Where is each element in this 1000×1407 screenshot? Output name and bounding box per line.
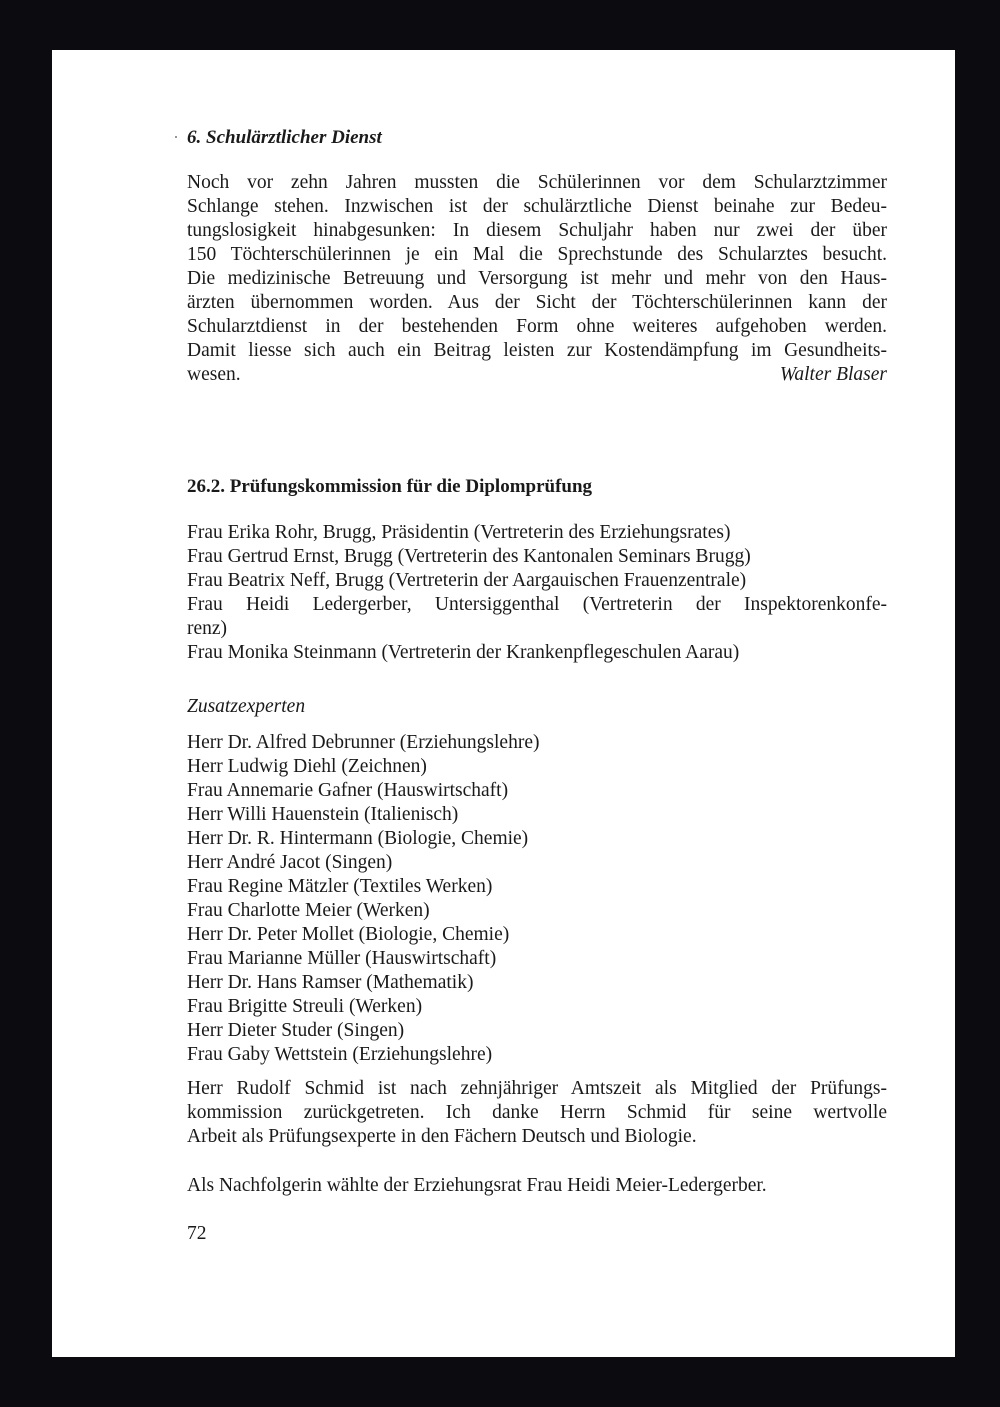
expert-item: Frau Gaby Wettstein (Erziehungslehre) bbox=[187, 1044, 493, 1065]
paragraph-line: Herr Rudolf Schmid ist nach zehnjähriger Amtszeit als Mitglied der Prüfungs- bbox=[187, 1078, 887, 1099]
paragraph-line: tungslosigkeit hinabgesunken: In diesem Schuljahr haben nur zwei der über bbox=[187, 220, 887, 241]
section-6-paragraph bbox=[187, 171, 887, 387]
commission-members-list bbox=[187, 521, 887, 665]
expert-item: Herr Dr. Alfred Debrunner (Erziehungslehre) bbox=[187, 732, 540, 753]
paragraph-line: ärzten übernommen worden. Aus der Sicht der Töchterschülerinnen kann der bbox=[187, 292, 887, 313]
successor-paragraph: Als Nachfolgerin wählte der Erziehungsrat Frau Heidi Meier-Ledergerber. bbox=[187, 1175, 767, 1196]
paragraph-line: Schularztdienst in der bestehenden Form ohne weiteres aufgehoben werden. bbox=[187, 316, 887, 337]
page-number: 72 bbox=[187, 1223, 207, 1244]
paragraph-line: Schlange stehen. Inzwischen ist der schulärztliche Dienst beinahe zur Bedeu- bbox=[187, 196, 887, 217]
paragraph-last-line: wesen. bbox=[187, 364, 241, 385]
paragraph-line: Arbeit als Prüfungsexperte in den Fächern Deutsch und Biologie. bbox=[187, 1126, 697, 1147]
author-signature: Walter Blaser bbox=[779, 364, 887, 385]
expert-item: Herr Dr. R. Hintermann (Biologie, Chemie) bbox=[187, 828, 529, 849]
expert-item: Herr Dieter Studer (Singen) bbox=[187, 1020, 405, 1041]
expert-item: Herr Dr. Peter Mollet (Biologie, Chemie) bbox=[187, 924, 510, 945]
expert-item: Frau Charlotte Meier (Werken) bbox=[187, 900, 430, 921]
resignation-paragraph bbox=[187, 1077, 887, 1149]
paragraph-line: Damit liesse sich auch ein Beitrag leisten zur Kostendämpfung im Gesundheits- bbox=[187, 340, 887, 361]
document-page bbox=[52, 50, 955, 1357]
signature-line bbox=[187, 363, 887, 387]
expert-item: Herr Willi Hauenstein (Italienisch) bbox=[187, 804, 459, 825]
paragraph-line: 150 Töchterschülerinnen je ein Mal die Sprechstunde des Schularztes besucht. bbox=[187, 244, 887, 265]
paragraph-line: Noch vor zehn Jahren mussten die Schülerinnen vor dem Schularztzimmer bbox=[187, 172, 887, 193]
expert-item: Frau Regine Mätzler (Textiles Werken) bbox=[187, 876, 493, 897]
member-item: Frau Erika Rohr, Brugg, Präsidentin (Vertreterin des Erziehungsrates) bbox=[187, 522, 731, 543]
member-item: Frau Heidi Ledergerber, Untersiggenthal (Vertreterin der Inspektorenkonfe- bbox=[187, 594, 887, 615]
expert-item: Frau Marianne Müller (Hauswirtschaft) bbox=[187, 948, 497, 969]
section-6-heading: 6. Schulärztlicher Dienst bbox=[187, 127, 382, 148]
expert-item: Frau Brigitte Streuli (Werken) bbox=[187, 996, 423, 1017]
expert-item: Herr Ludwig Diehl (Zeichnen) bbox=[187, 756, 427, 777]
member-item-continuation: renz) bbox=[187, 618, 228, 639]
experts-list bbox=[187, 731, 539, 1067]
experts-heading: Zusatzexperten bbox=[187, 696, 306, 717]
paragraph-line: kommission zurückgetreten. Ich danke Herrn Schmid für seine wertvolle bbox=[187, 1102, 887, 1123]
expert-item: Herr André Jacot (Singen) bbox=[187, 852, 393, 873]
expert-item: Frau Annemarie Gafner (Hauswirtschaft) bbox=[187, 780, 509, 801]
member-item: Frau Monika Steinmann (Vertreterin der Krankenpflegeschulen Aarau) bbox=[187, 642, 740, 663]
section-26-2-heading: 26.2. Prüfungskommission für die Diplomprüfung bbox=[187, 476, 593, 497]
paragraph-line: Die medizinische Betreuung und Versorgung ist mehr und mehr von den Haus- bbox=[187, 268, 887, 289]
expert-item: Herr Dr. Hans Ramser (Mathematik) bbox=[187, 972, 474, 993]
scan-speck bbox=[175, 136, 177, 138]
member-item: Frau Gertrud Ernst, Brugg (Vertreterin des Kantonalen Seminars Brugg) bbox=[187, 546, 751, 567]
member-item: Frau Beatrix Neff, Brugg (Vertreterin der Aargauischen Frauenzentrale) bbox=[187, 570, 747, 591]
